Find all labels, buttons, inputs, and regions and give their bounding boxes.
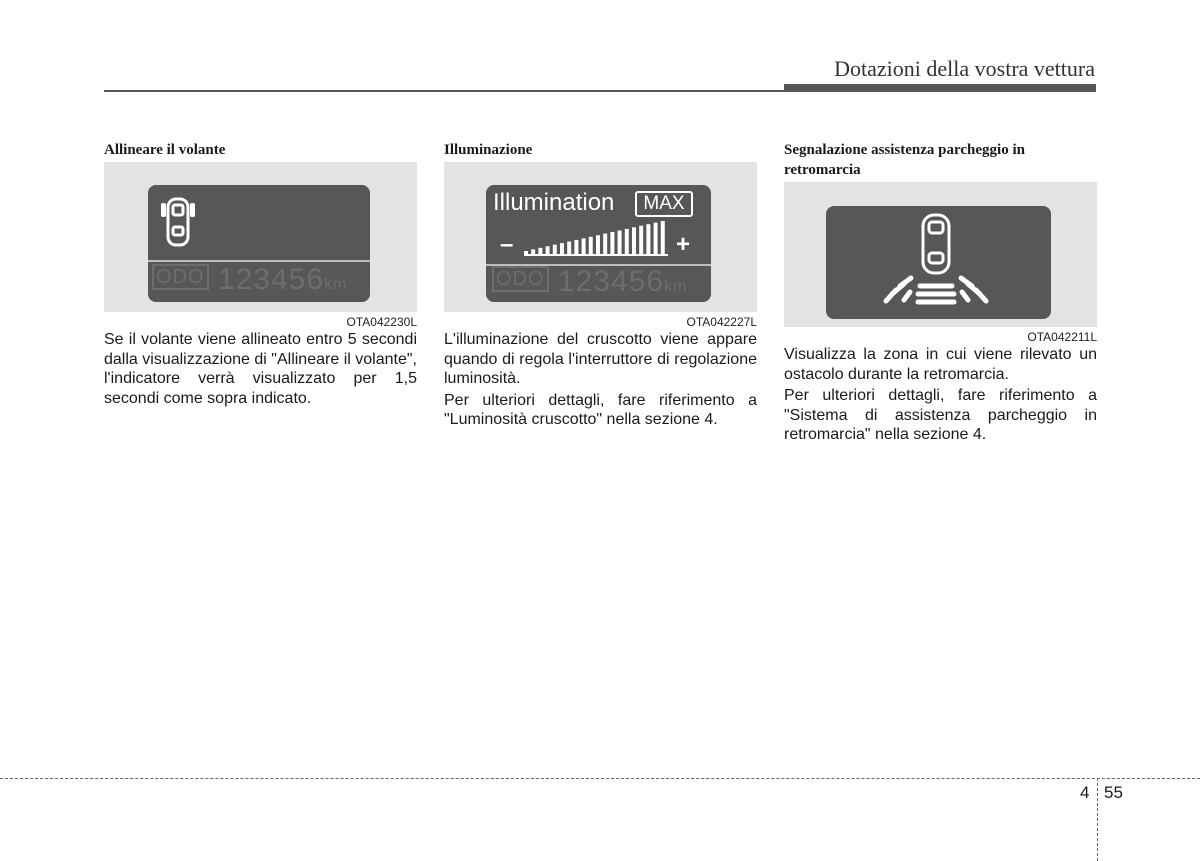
section-heading: Segnalazione assistenza parcheggio in retromarcia xyxy=(784,142,1025,178)
running-header-title: Dotazioni della vostra vettura xyxy=(834,56,1095,81)
odo-unit: km xyxy=(664,278,688,295)
odo-label: ODO xyxy=(152,264,209,290)
chapter-number: 4 xyxy=(1080,783,1090,802)
figure-steering-alignment xyxy=(104,162,417,312)
lcd-display xyxy=(826,206,1051,319)
figure-caption: OTA042230L xyxy=(346,315,417,329)
section-parking-assist xyxy=(784,140,1097,445)
section-heading: Illuminazione xyxy=(444,142,533,158)
odometer-readout xyxy=(152,263,347,297)
lcd-display xyxy=(486,185,711,302)
page-number: 55 xyxy=(1104,783,1123,802)
section-illumination xyxy=(444,140,757,430)
paragraph: Per ulteriori dettagli, fare riferimento a "Luminosità cruscotto" nella sezione 4. xyxy=(444,391,757,428)
illumination-bar xyxy=(618,230,622,255)
illumination-title: Illumination xyxy=(493,189,615,216)
illumination-level-badge: MAX xyxy=(635,191,693,217)
section-body xyxy=(444,330,757,430)
header-rule xyxy=(104,90,784,92)
paragraph: L'illuminazione del cruscotto viene appare quando di regola l'interruttore di regolazione luminosità. xyxy=(444,331,757,387)
illumination-bar xyxy=(625,229,629,255)
illumination-bar xyxy=(553,245,557,255)
illumination-bar xyxy=(632,227,636,255)
footer-divider xyxy=(1097,778,1098,861)
section-body xyxy=(104,330,417,408)
odo-value: 123456 xyxy=(557,265,665,298)
section-body xyxy=(784,345,1097,445)
illumination-bar xyxy=(610,232,614,255)
illumination-bar xyxy=(639,226,643,255)
illumination-bar xyxy=(603,234,607,255)
footer-rule xyxy=(0,778,1200,779)
paragraph: Visualizza la zona in cui viene rilevato un ostacolo durante la retromarcia. xyxy=(784,346,1097,383)
paragraph: Per ulteriori dettagli, fare riferimento a "Sistema di assistenza parcheggio in retromarcia" nella sezione 4. xyxy=(784,387,1097,443)
illumination-bar xyxy=(574,240,578,255)
section-steering-alignment xyxy=(104,140,417,408)
odometer-readout xyxy=(492,265,687,299)
illumination-bar xyxy=(589,237,593,255)
odo-label: ODO xyxy=(492,266,549,292)
figure-illumination xyxy=(444,162,757,312)
lcd-display xyxy=(148,185,370,302)
paragraph: Se il volante viene allineato entro 5 secondi dalla visualizzazione di "Allineare il volante", l'indicatore verrà visualizzato per 1,5 secondi come sopra indicato. xyxy=(104,331,417,407)
illumination-bar xyxy=(596,235,600,255)
header-rule-accent xyxy=(784,84,1096,92)
figure-parking-assist xyxy=(784,182,1097,327)
illumination-bar xyxy=(582,238,586,255)
odo-unit: km xyxy=(324,276,348,293)
illumination-bar xyxy=(646,224,650,255)
odo-value: 123456 xyxy=(217,263,325,296)
illumination-bar xyxy=(567,242,571,255)
illumination-bar xyxy=(654,223,658,255)
minus-icon: – xyxy=(500,231,514,258)
parking-sensor-car-icon xyxy=(826,206,1051,319)
illumination-bar xyxy=(661,221,665,255)
section-heading: Allineare il volante xyxy=(104,142,226,158)
illumination-bar xyxy=(560,243,564,255)
figure-caption: OTA042211L xyxy=(1027,330,1097,344)
plus-icon: + xyxy=(676,231,691,258)
figure-caption: OTA042227L xyxy=(686,315,757,329)
illumination-bar xyxy=(538,248,542,255)
illumination-bar xyxy=(546,246,550,255)
